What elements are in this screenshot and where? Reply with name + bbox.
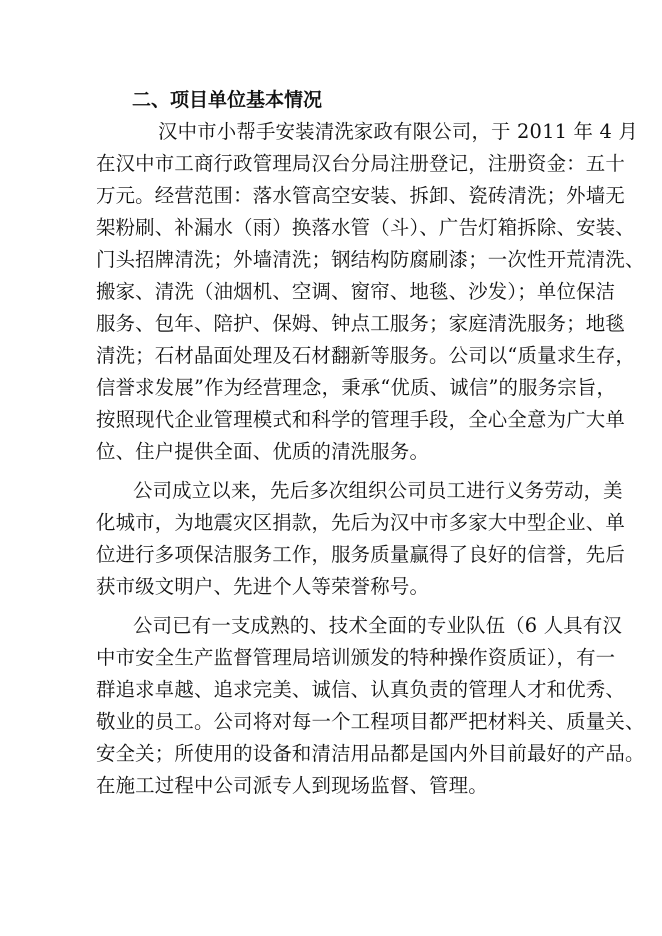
- paragraph-1-line-11: 位、住户提供全面、优质的清洗服务。: [96, 440, 430, 463]
- paragraph-1-line-7: 服务、包年、陪护、保姆、钟点工服务；家庭清洗服务；地毯: [96, 312, 625, 335]
- paragraph-1-line-2: 在汉中市工商行政管理局汉台分局注册登记，注册资金：五十: [96, 152, 625, 175]
- paragraph-1-line-8: 清洗；石材晶面处理及石材翻新等服务。公司以“质量求生存，: [96, 344, 636, 367]
- paragraph-1-line-5: 门头招牌清洗；外墙清洗；钢结构防腐刷漆；一次性开荒清洗、: [96, 248, 645, 271]
- paragraph-3-line-1: 公司已有一支成熟的、技术全面的专业队伍（6 人具有汉: [133, 614, 623, 637]
- paragraph-1-line-1: 汉中市小帮手安装清洗家政有限公司，于 2011 年 4 月: [158, 120, 638, 143]
- paragraph-2-line-1: 公司成立以来，先后多次组织公司员工进行义务劳动，美: [133, 479, 623, 502]
- paragraph-3-line-6: 在施工过程中公司派专人到现场监督、管理。: [96, 774, 488, 797]
- paragraph-2-line-4: 获市级文明户、先进个人等荣誉称号。: [96, 575, 430, 598]
- paragraph-1-line-3: 万元。经营范围：落水管高空安装、拆卸、瓷砖清洗；外墙无: [96, 184, 625, 207]
- section-heading: 二、项目单位基本情况: [132, 89, 323, 111]
- paragraph-1-line-9: 信誉求发展”作为经营理念，秉承“优质、诚信”的服务宗旨，: [96, 376, 617, 399]
- paragraph-3-line-3: 群追求卓越、追求完美、诚信、认真负责的管理人才和优秀、: [96, 678, 625, 701]
- paragraph-1-line-4: 架粉刷、补漏水（雨）换落水管（斗）、广告灯箱拆除、安装、: [96, 216, 635, 239]
- paragraph-1-line-10: 按照现代企业管理模式和科学的管理手段，全心全意为广大单: [96, 408, 625, 431]
- paragraph-3-line-4: 敬业的员工。公司将对每一个工程项目都严把材料关、质量关、: [96, 710, 645, 733]
- paragraph-2-line-2: 化城市，为地震灾区捐款，先后为汉中市多家大中型企业、单: [96, 511, 625, 534]
- paragraph-3-line-5: 安全关；所使用的设备和清洁用品都是国内外目前最好的产品。: [96, 742, 645, 765]
- paragraph-2-line-3: 位进行多项保洁服务工作，服务质量赢得了良好的信誉，先后: [96, 543, 625, 566]
- paragraph-3-line-2: 中市安全生产监督管理局培训颁发的特种操作资质证），有一: [96, 646, 616, 669]
- paragraph-1-line-6: 搬家、清洗（油烟机、空调、窗帘、地毯、沙发）；单位保洁: [96, 280, 616, 303]
